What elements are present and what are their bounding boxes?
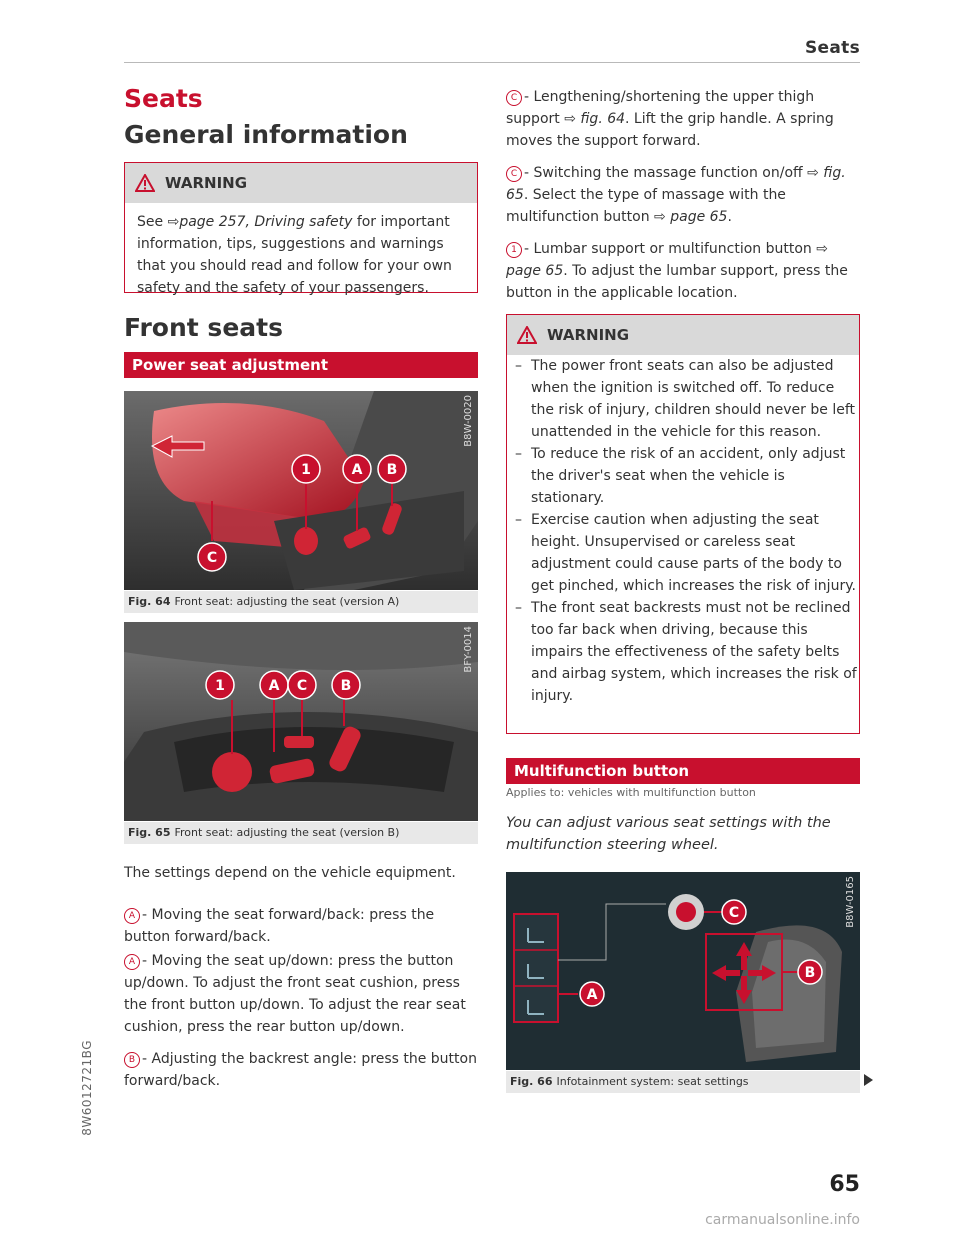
callout-1b-label: 1 xyxy=(215,678,225,694)
callout-b3-label: B xyxy=(804,965,816,981)
warning-header xyxy=(125,163,477,203)
callout-c3-label: C xyxy=(728,905,740,921)
cross-reference-link[interactable]: ⇨ page 65 xyxy=(506,241,828,279)
warning-title: WARNING xyxy=(165,174,248,192)
list-item: – Exercise caution when adjusting the seat height. Unsupervised or careless seat adjustment could cause parts of the body to get pinched, which increases the risk of injury. xyxy=(509,509,859,597)
list-item: A - Moving the seat forward/back: press the button forward/back. xyxy=(124,907,435,945)
section-bar-multifunction: Multifunction button xyxy=(506,758,860,784)
warning-box-power-seats xyxy=(506,314,860,734)
callout-a-label: A xyxy=(351,462,363,478)
callout-c2-label: C xyxy=(296,678,308,694)
list-item: A - Moving the seat up/down: press the button up/down. To adjust the front seat cushion, press the front button up/down. To adjust the rear seat cushion, press the rear button up/down. xyxy=(124,953,466,1035)
heading-seats: Seats xyxy=(124,84,203,113)
warning-header xyxy=(507,315,859,355)
callout-a2-label: A xyxy=(268,678,280,694)
warning-list xyxy=(507,355,859,707)
section-bar-power-seat: Power seat adjustment xyxy=(124,352,478,378)
figure-65-caption: Fig. 65 Front seat: adjusting the seat (version B) xyxy=(124,822,478,844)
callout-1-label: 1 xyxy=(301,462,311,478)
figure-65-image xyxy=(124,622,478,821)
header-rule xyxy=(124,62,860,63)
callout-a3-label: A xyxy=(586,987,598,1003)
figure-64-caption: Fig. 64 Front seat: adjusting the seat (version A) xyxy=(124,591,478,613)
list-item: C - Lengthening/shortening the upper thigh support ⇨ fig. 64. Lift the grip handle. A spring moves the support forward. xyxy=(506,89,834,149)
infotainment-seat-settings-illustration xyxy=(506,872,860,1070)
document-code: 8W6012721BG xyxy=(80,1040,94,1136)
list-item: C - Switching the massage function on/off ⇨ fig. 65. Select the type of massage with the multifunction button ⇨ page 65. xyxy=(506,165,846,225)
running-header: Seats xyxy=(805,38,860,58)
figure-code: B8W-0165 xyxy=(845,876,856,928)
watermark: carmanualsonline.info xyxy=(705,1212,860,1228)
cross-reference-link[interactable]: ⇨ fig. 64 xyxy=(564,111,626,127)
figure-66-image xyxy=(506,872,860,1070)
figure-code: BFY-0014 xyxy=(463,626,474,673)
warning-triangle-icon xyxy=(517,326,537,344)
paragraph-settings: The settings depend on the vehicle equipment. xyxy=(124,865,456,881)
callout-c-label: C xyxy=(206,550,218,566)
warning-triangle-icon xyxy=(135,174,155,192)
cross-reference-link[interactable]: page 257, Driving safety xyxy=(179,214,353,230)
page-number: 65 xyxy=(829,1172,860,1197)
list-item: – The power front seats can also be adjusted when the ignition is switched off. To reduce the risk of injury, children should never be left unattended in the vehicle for this reason. xyxy=(509,355,859,443)
heading-front-seats: Front seats xyxy=(124,313,283,342)
list-item: – The front seat backrests must not be reclined too far back when driving, because this impairs the effectiveness of the safety belts and airbag system, which increases the risk of injury. xyxy=(509,597,859,707)
seat-illustration-b xyxy=(124,622,478,821)
warning-body: See ⇨page 257, Driving safety for important information, tips, suggestions and warnings that you should read and follow for your own safety and the safety of your passengers. xyxy=(137,214,452,296)
heading-general-information: General information xyxy=(124,120,408,149)
intro-text: You can adjust various seat settings with the multifunction steering wheel. xyxy=(506,815,831,853)
list-item: B - Adjusting the backrest angle: press the button forward/back. xyxy=(124,1051,477,1089)
warning-title: WARNING xyxy=(547,326,630,344)
figure-code: B8W-0020 xyxy=(463,395,474,447)
figure-66-caption: Fig. 66 Infotainment system: seat settings xyxy=(506,1071,860,1093)
cross-reference-link[interactable]: ⇨ fig. 65 xyxy=(506,165,846,203)
list-item: – To reduce the risk of an accident, only adjust the driver's seat when the vehicle is stationary. xyxy=(509,443,859,509)
list-item: 1 - Lumbar support or multifunction button ⇨ page 65. To adjust the lumbar support, press the button in the applicable location. xyxy=(506,241,848,301)
figure-64-image xyxy=(124,391,478,590)
warning-box-general xyxy=(124,162,478,296)
callout-b2-label: B xyxy=(340,678,352,694)
continue-arrow-icon xyxy=(864,1074,873,1086)
applies-to-note: Applies to: vehicles with multifunction button xyxy=(506,786,756,799)
seat-illustration-a xyxy=(124,391,478,590)
callout-b-label: B xyxy=(386,462,398,478)
cross-reference-link[interactable]: ⇨ page 65 xyxy=(654,209,728,225)
